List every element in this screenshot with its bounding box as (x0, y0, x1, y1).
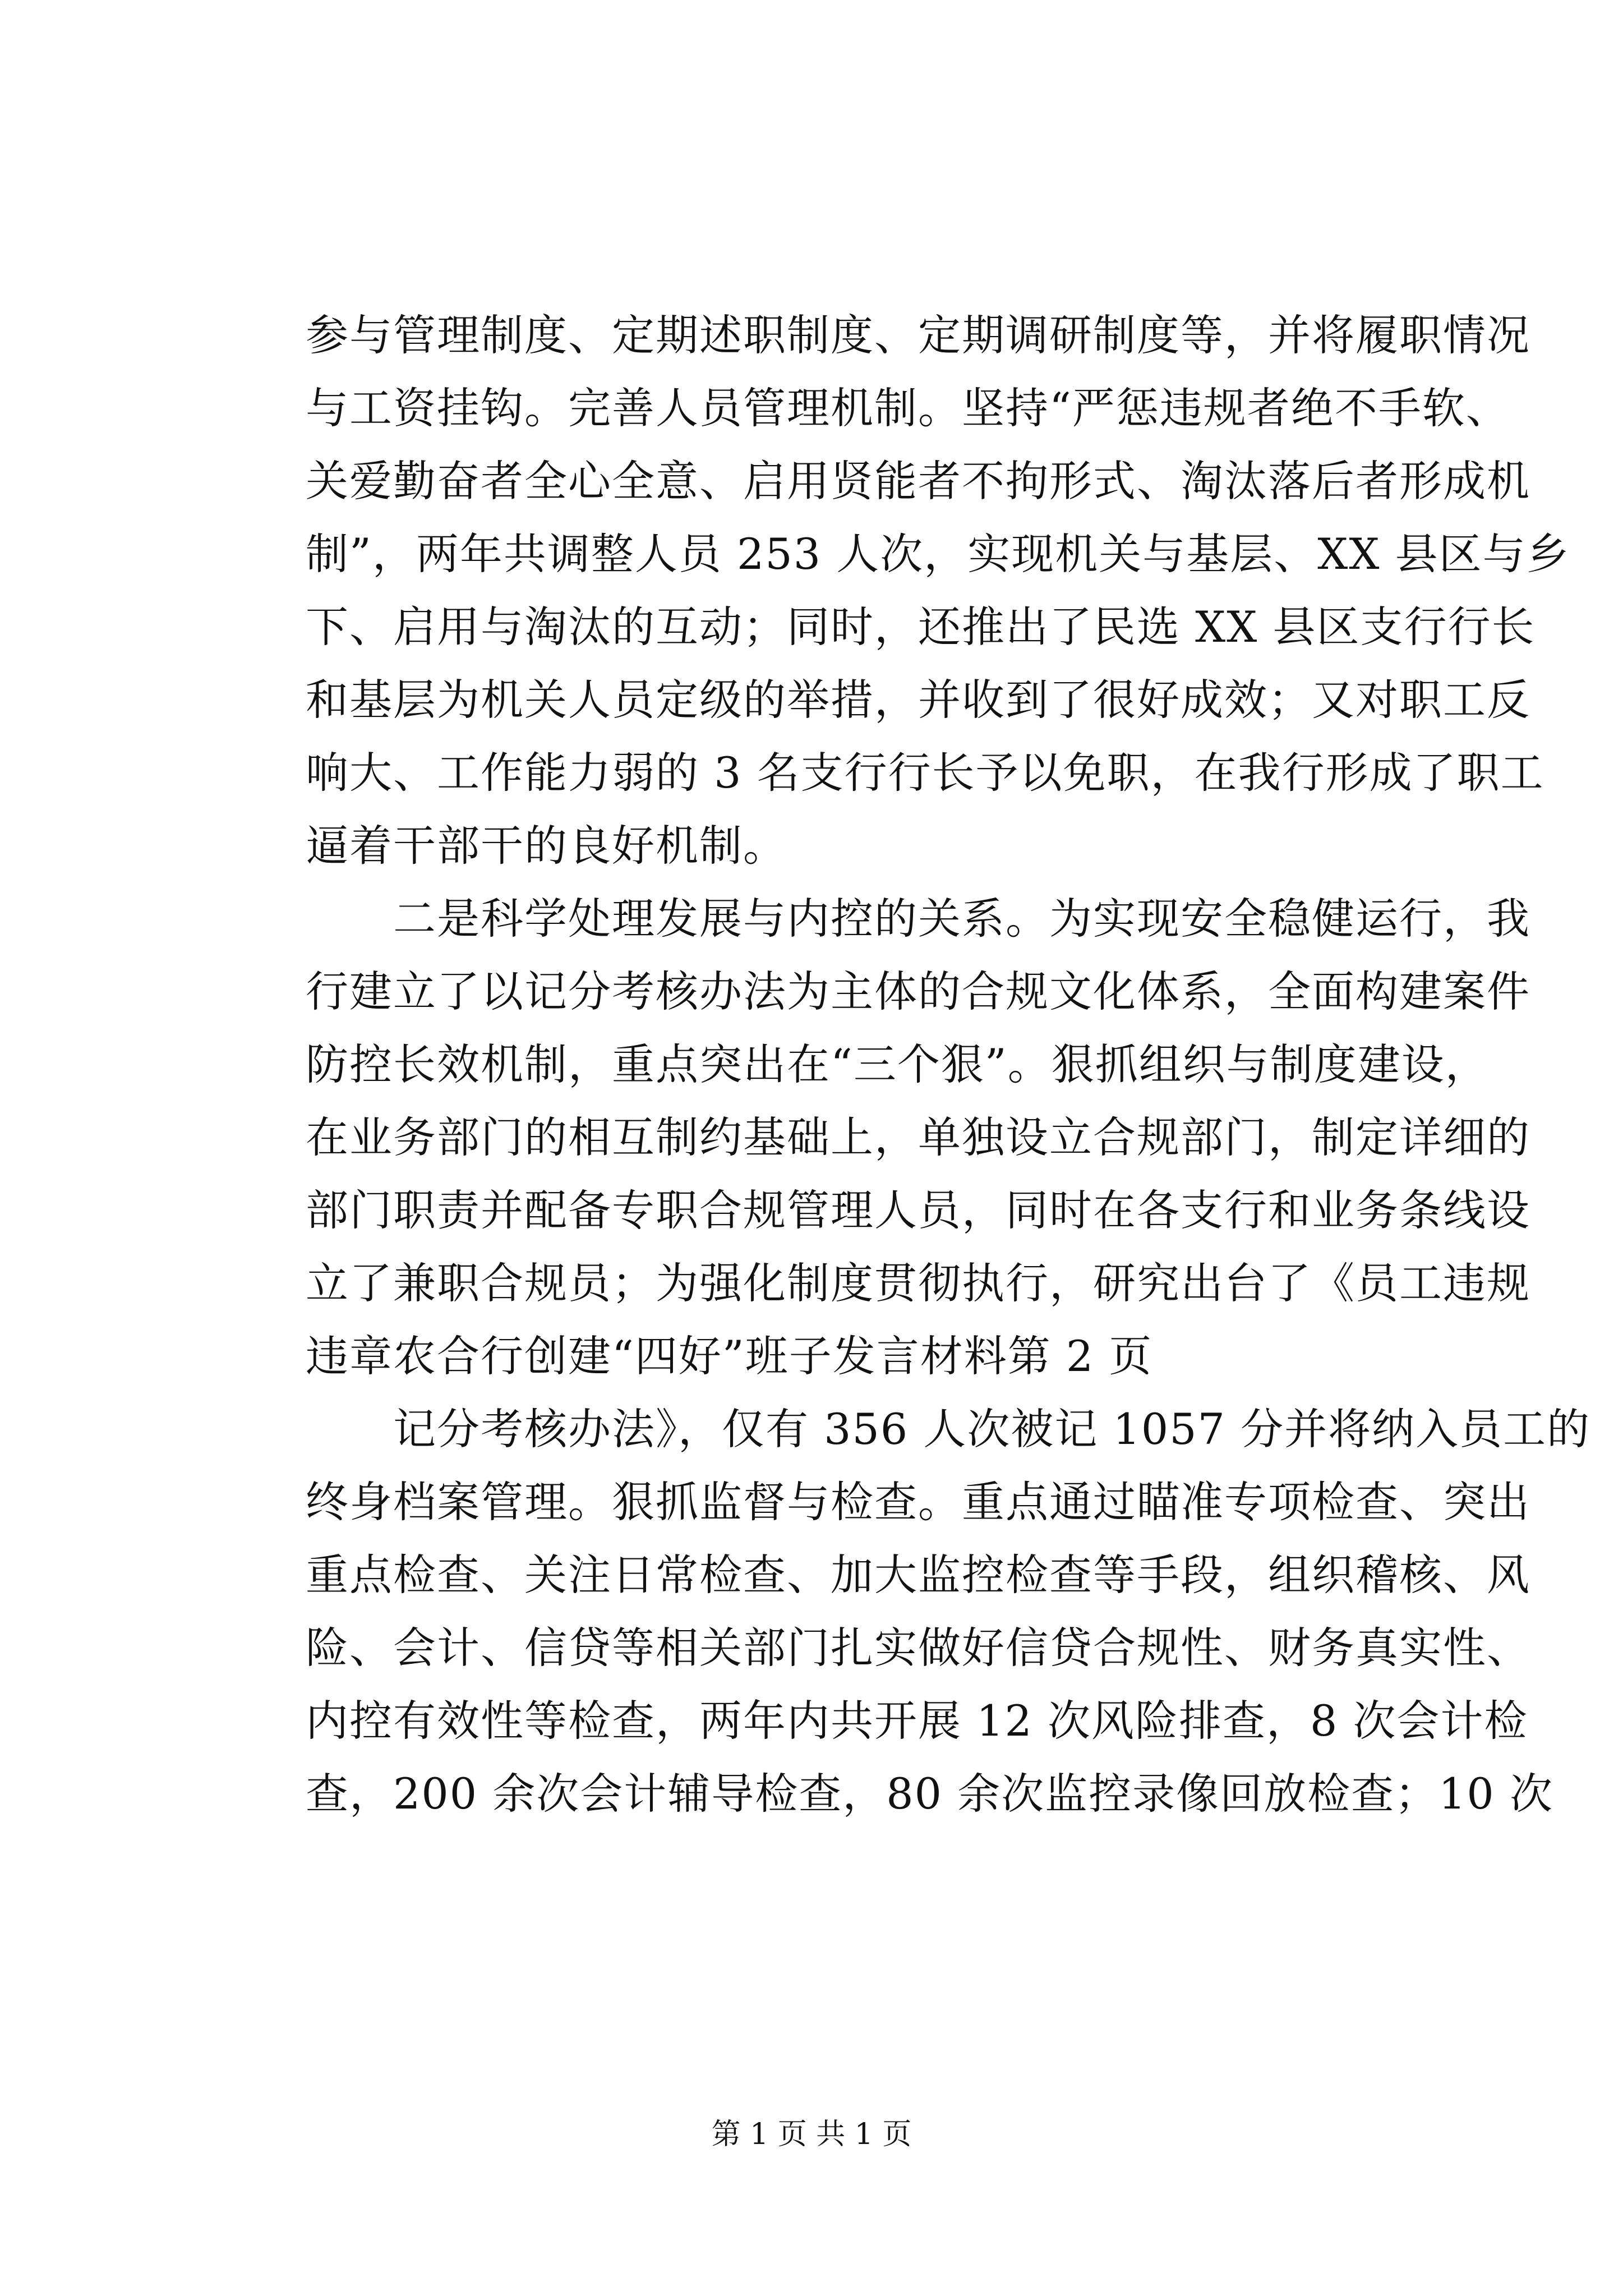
text-line-7: 响大、工作能力弱的 3 名支行行长予以免职，在我行形成了职工 (306, 748, 1544, 798)
text-line-18: 重点检查、关注日常检查、加大监控检查等手段，组织稽核、风 (306, 1550, 1530, 1600)
text-line-15: 违章农合行创建“四好”班子发言材料第 2 页 (306, 1331, 1153, 1381)
text-line-16: 记分考核办法》，仅有 356 人次被记 1057 分并将纳入员工的 (306, 1404, 1591, 1454)
text-line-1: 参与管理制度、定期述职制度、定期调研制度等，并将履职情况 (306, 310, 1530, 360)
text-line-13: 部门职责并配备专职合规管理人员，同时在各支行和业务条线设 (306, 1185, 1530, 1235)
text-line-12: 在业务部门的相互制约基础上，单独设立合规部门，制定详细的 (306, 1112, 1530, 1162)
text-line-19: 险、会计、信贷等相关部门扎实做好信贷合规性、财务真实性、 (306, 1623, 1530, 1673)
text-line-4: 制”，两年共调整人员 253 人次，实现机关与基层、XX 县区与乡 (306, 529, 1570, 579)
text-line-11: 防控长效机制，重点突出在“三个狠”。狠抓组织与制度建设， (306, 1039, 1489, 1089)
text-line-17: 终身档案管理。狠抓监督与检查。重点通过瞄准专项检查、突出 (306, 1477, 1530, 1527)
text-line-3: 关爱勤奋者全心全意、启用贤能者不拘形式、淘汰落后者形成机 (306, 456, 1530, 506)
text-line-10: 行建立了以记分考核办法为主体的合规文化体系，全面构建案件 (306, 967, 1530, 1016)
text-line-5: 下、启用与淘汰的互动；同时，还推出了民选 XX 县区支行行长 (306, 602, 1536, 652)
text-line-8: 逼着干部干的良好机制。 (306, 821, 787, 871)
text-line-21: 查，200 余次会计辅导检查，80 余次监控录像回放检查；10 次 (306, 1769, 1553, 1819)
text-line-14: 立了兼职合规员；为强化制度贯彻执行，研究出台了《员工违规 (306, 1258, 1530, 1308)
text-line-9: 二是科学处理发展与内控的关系。为实现安全稳健运行，我 (306, 894, 1530, 944)
text-line-6: 和基层为机关人员定级的举措，并收到了很好成效；又对职工反 (306, 675, 1530, 725)
page-footer: 第 1 页 共 1 页 (711, 2118, 912, 2151)
text-line-2: 与工资挂钩。完善人员管理机制。坚持“严惩违规者绝不手软、 (306, 383, 1510, 433)
text-line-20: 内控有效性等检查，两年内共开展 12 次风险排查，8 次会计检 (306, 1696, 1528, 1746)
